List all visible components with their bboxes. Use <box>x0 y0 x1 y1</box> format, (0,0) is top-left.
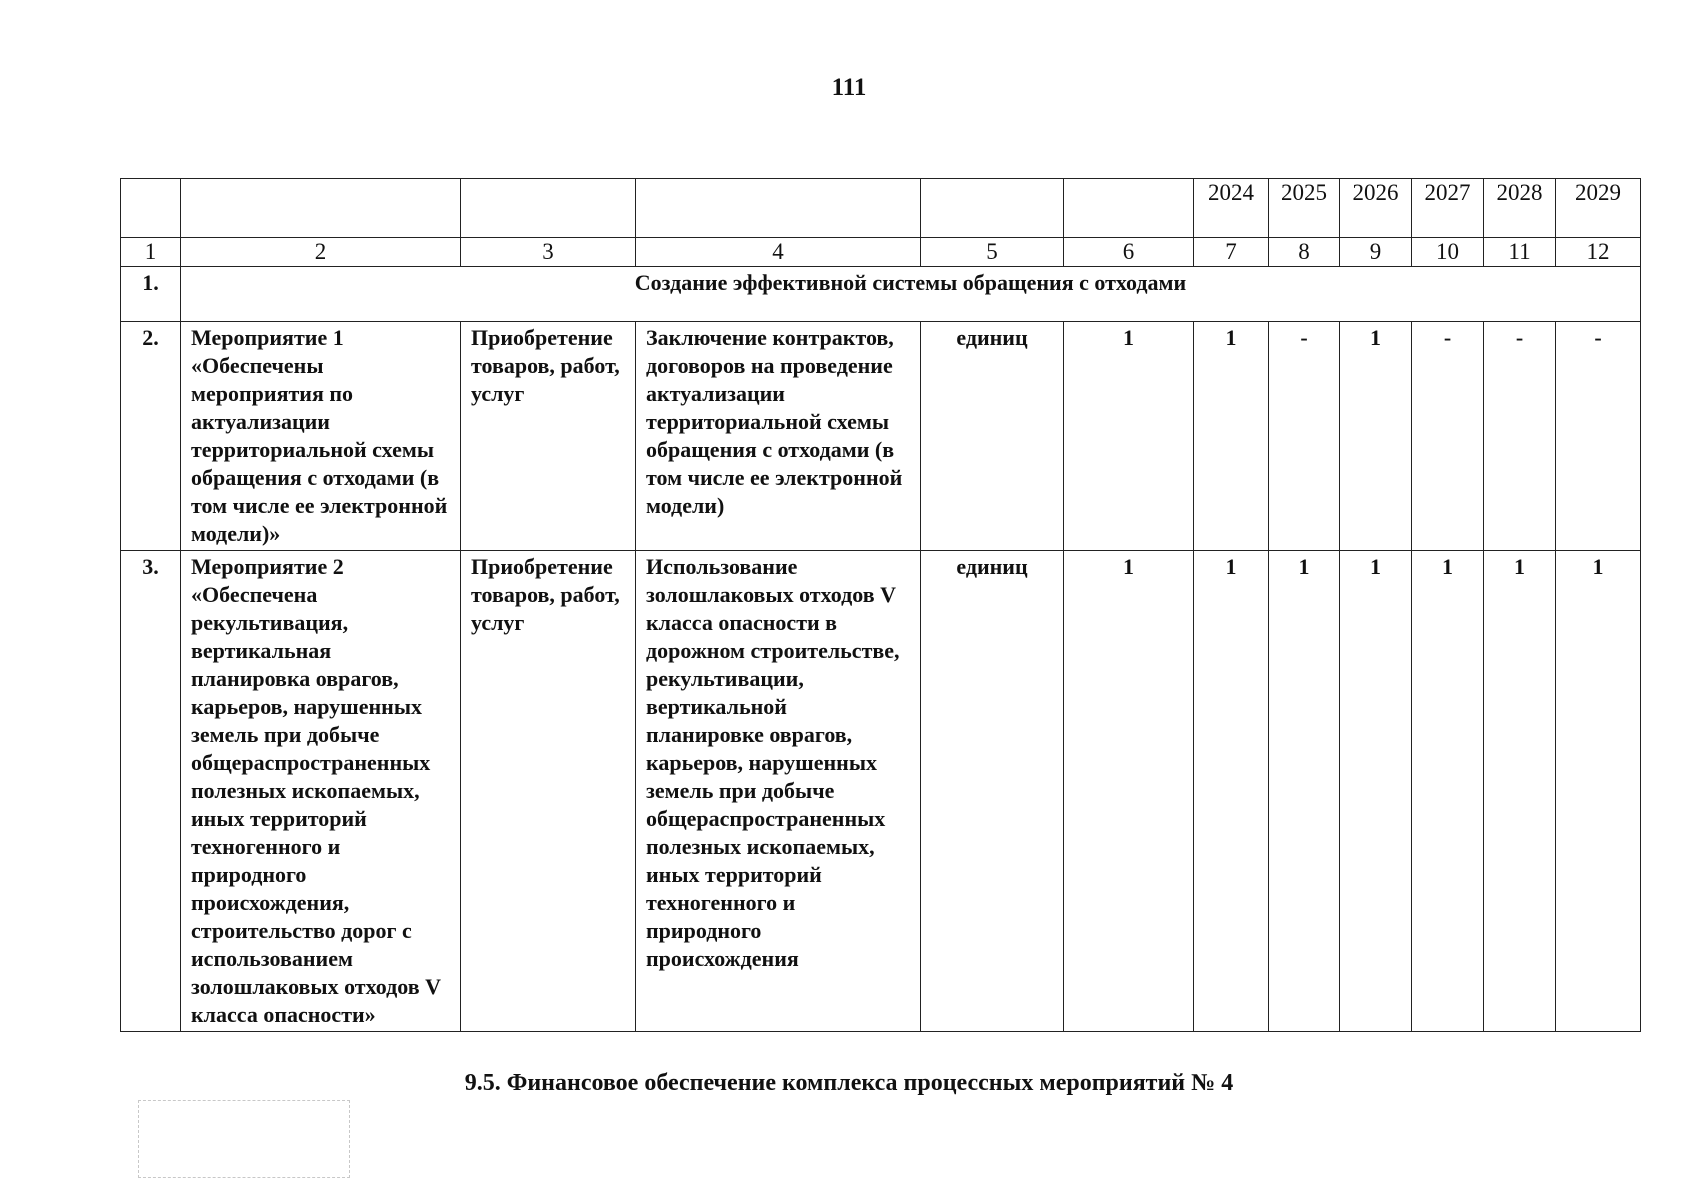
column-number: 4 <box>636 238 921 267</box>
year-value: 1 <box>1269 551 1340 1032</box>
year-value: 1 <box>1194 551 1269 1032</box>
header-cell-empty <box>121 179 181 238</box>
column-number: 9 <box>1340 238 1412 267</box>
table-row <box>121 551 1641 1032</box>
page-number: 111 <box>831 74 867 101</box>
base-value: 1 <box>1064 551 1194 1032</box>
year-value: 1 <box>1484 551 1556 1032</box>
year-value: 1 <box>1340 551 1412 1032</box>
section-title: Создание эффективной системы обращения с отходами <box>181 267 1641 322</box>
column-number: 12 <box>1556 238 1641 267</box>
column-number: 11 <box>1484 238 1556 267</box>
section-heading: 9.5. Финансовое обеспечение комплекса процессных мероприятий № 4 <box>464 1070 1234 1096</box>
year-value: - <box>1556 322 1641 551</box>
year-header: 2024 <box>1194 179 1269 238</box>
indicators-table <box>120 178 1641 1032</box>
row-index: 3. <box>121 551 181 1032</box>
column-number-row <box>121 238 1641 267</box>
column-number: 6 <box>1064 238 1194 267</box>
faded-stamp <box>138 1100 350 1178</box>
row-index: 1. <box>121 267 181 322</box>
year-header: 2025 <box>1269 179 1340 238</box>
section-row <box>121 267 1641 322</box>
base-value: 1 <box>1064 322 1194 551</box>
header-cell-empty <box>636 179 921 238</box>
year-value: 1 <box>1412 551 1484 1032</box>
column-number: 5 <box>921 238 1064 267</box>
year-value: - <box>1269 322 1340 551</box>
event-result: Заключение контрактов, договоров на проведение актуализации территориальной схемы обращения с отходами (в том числе ее электронной модели) <box>636 322 921 551</box>
event-name: Мероприятие 1 «Обеспечены мероприятия по актуализации территориальной схемы обращения с отходами (в том числе ее электронной модели)» <box>181 322 461 551</box>
column-number: 7 <box>1194 238 1269 267</box>
unit-of-measure: единиц <box>921 551 1064 1032</box>
header-cell-empty <box>461 179 636 238</box>
table-row <box>121 322 1641 551</box>
column-number: 8 <box>1269 238 1340 267</box>
year-header: 2029 <box>1556 179 1641 238</box>
event-result: Использование золошлаковых отходов V класса опасности в дорожном строительстве, рекультивации, вертикальной планировке оврагов, карьеров, нарушенных земель при добыче общераспространенных полезных ископаемых, иных территорий техногенного и природного происхождения <box>636 551 921 1032</box>
column-number: 2 <box>181 238 461 267</box>
header-cell-empty <box>1064 179 1194 238</box>
event-type: Приобретение товаров, работ, услуг <box>461 551 636 1032</box>
year-value: 1 <box>1556 551 1641 1032</box>
header-row <box>121 179 1641 238</box>
year-header: 2026 <box>1340 179 1412 238</box>
event-type: Приобретение товаров, работ, услуг <box>461 322 636 551</box>
column-number: 3 <box>461 238 636 267</box>
header-cell-empty <box>921 179 1064 238</box>
row-index: 2. <box>121 322 181 551</box>
header-cell-empty <box>181 179 461 238</box>
column-number: 1 <box>121 238 181 267</box>
unit-of-measure: единиц <box>921 322 1064 551</box>
year-value: 1 <box>1340 322 1412 551</box>
column-number: 10 <box>1412 238 1484 267</box>
event-name: Мероприятие 2 «Обеспечена рекультивация, вертикальная планировка оврагов, карьеров, нарушенных земель при добыче общераспространенных полезных ископаемых, иных территорий техногенного и природного происхождения, строительство дорог с использованием золошлаковых отходов V класса опасности» <box>181 551 461 1032</box>
year-value: - <box>1412 322 1484 551</box>
year-header: 2027 <box>1412 179 1484 238</box>
year-header: 2028 <box>1484 179 1556 238</box>
year-value: - <box>1484 322 1556 551</box>
year-value: 1 <box>1194 322 1269 551</box>
